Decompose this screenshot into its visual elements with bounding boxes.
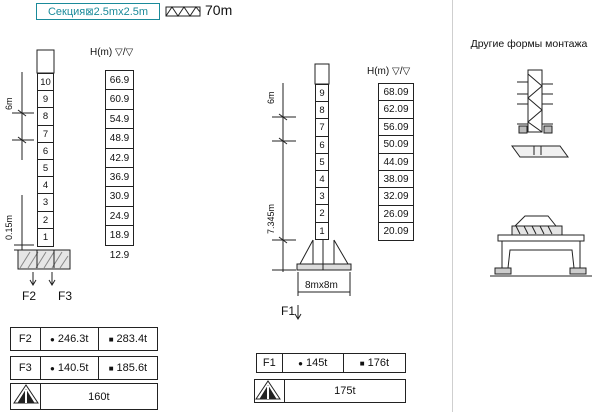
height-value: 30.9 xyxy=(106,187,133,206)
height-value: 20.09 xyxy=(383,226,409,238)
height-value: 32.09 xyxy=(379,188,413,205)
table-left-total xyxy=(10,383,158,410)
height-value: 50.09 xyxy=(379,136,413,153)
segment: 9 xyxy=(38,91,53,108)
f1-label: F1 xyxy=(257,354,283,372)
left-total-value: 160t xyxy=(88,390,110,403)
segment: 6 xyxy=(38,143,53,160)
height-value: 60.9 xyxy=(106,90,133,109)
height-value: 48.9 xyxy=(106,129,133,148)
f3-label: F3 xyxy=(11,357,41,379)
segment: 3 xyxy=(316,188,328,205)
segment: 5 xyxy=(316,154,328,171)
height-value: 44.09 xyxy=(379,154,413,171)
left-tower-top xyxy=(37,50,54,73)
section-label: Секция xyxy=(47,6,86,18)
segment: 6 xyxy=(316,137,328,154)
support-cell xyxy=(11,384,41,409)
height-value: 12.9 xyxy=(109,249,130,261)
segment: 8 xyxy=(38,108,53,125)
table-f2 xyxy=(10,327,158,351)
right-height-column xyxy=(378,83,414,241)
segment: 2 xyxy=(38,212,53,229)
left-dim-base: 0.15m xyxy=(4,214,14,240)
label-f1: F1 xyxy=(281,304,296,318)
f1-value-a: ● 145t xyxy=(283,354,344,372)
section-size: 2.5mx2.5m xyxy=(93,6,149,18)
support-cell xyxy=(255,380,285,402)
segment: 7 xyxy=(38,126,53,143)
f2-label: F2 xyxy=(11,328,41,350)
segment: 5 xyxy=(38,160,53,177)
right-dim-section: 6m xyxy=(266,91,276,104)
mount-form-tower-icon xyxy=(512,70,568,157)
height-value: 18.9 xyxy=(106,226,133,245)
mount-form-gantry-icon xyxy=(490,216,592,276)
table-f3 xyxy=(10,356,158,380)
right-height-header: H(m) ▽/▽ xyxy=(367,66,411,77)
segment: 7 xyxy=(316,119,328,136)
segment: 3 xyxy=(38,194,53,211)
tower-length: 70m xyxy=(205,2,233,18)
height-value: 56.09 xyxy=(379,119,413,136)
height-value: 66.9 xyxy=(106,71,133,90)
truss-icon xyxy=(166,7,200,16)
height-value: 24.9 xyxy=(106,207,133,226)
left-dim-section: 6m xyxy=(4,97,14,110)
height-value: 62.09 xyxy=(379,101,413,118)
segment: 8 xyxy=(316,102,328,119)
other-forms-title: Другие формы монтажа xyxy=(470,38,588,50)
divider-line xyxy=(452,0,453,412)
label-f3: F3 xyxy=(58,289,73,303)
height-value: 54.9 xyxy=(106,110,133,129)
right-base-size: 8mx8m xyxy=(305,280,338,291)
height-value: 68.09 xyxy=(379,84,413,101)
section-symbol: ⊠ xyxy=(85,7,94,18)
right-dim-base: 7.345m xyxy=(266,203,276,234)
f1-value-b: ■ 176t xyxy=(359,357,390,369)
height-value: 26.09 xyxy=(379,206,413,223)
height-value: 38.09 xyxy=(379,171,413,188)
left-height-column xyxy=(105,70,134,261)
right-tower-segments xyxy=(315,84,329,240)
f3-value-a: ● 140.5t xyxy=(41,357,99,379)
left-tower-segments xyxy=(37,73,54,247)
segment: 1 xyxy=(319,225,325,237)
label-f2: F2 xyxy=(22,289,37,303)
f2-value-b: ■ 283.4t xyxy=(108,333,148,345)
right-total-value: 175t xyxy=(334,385,356,397)
segment: 2 xyxy=(316,205,328,222)
left-height-header: H(m) ▽/▽ xyxy=(90,47,134,58)
segment: 10 xyxy=(38,74,53,91)
table-right-total xyxy=(254,379,406,403)
segment: 1 xyxy=(42,231,49,243)
table-f1 xyxy=(256,353,406,373)
height-value: 42.9 xyxy=(106,149,133,168)
segment: 4 xyxy=(316,171,328,188)
segment: 9 xyxy=(316,85,328,102)
f2-value-a: ● 246.3t xyxy=(41,328,99,350)
height-value: 36.9 xyxy=(106,168,133,187)
f3-value-b: ■ 185.6t xyxy=(108,362,148,374)
segment: 4 xyxy=(38,177,53,194)
